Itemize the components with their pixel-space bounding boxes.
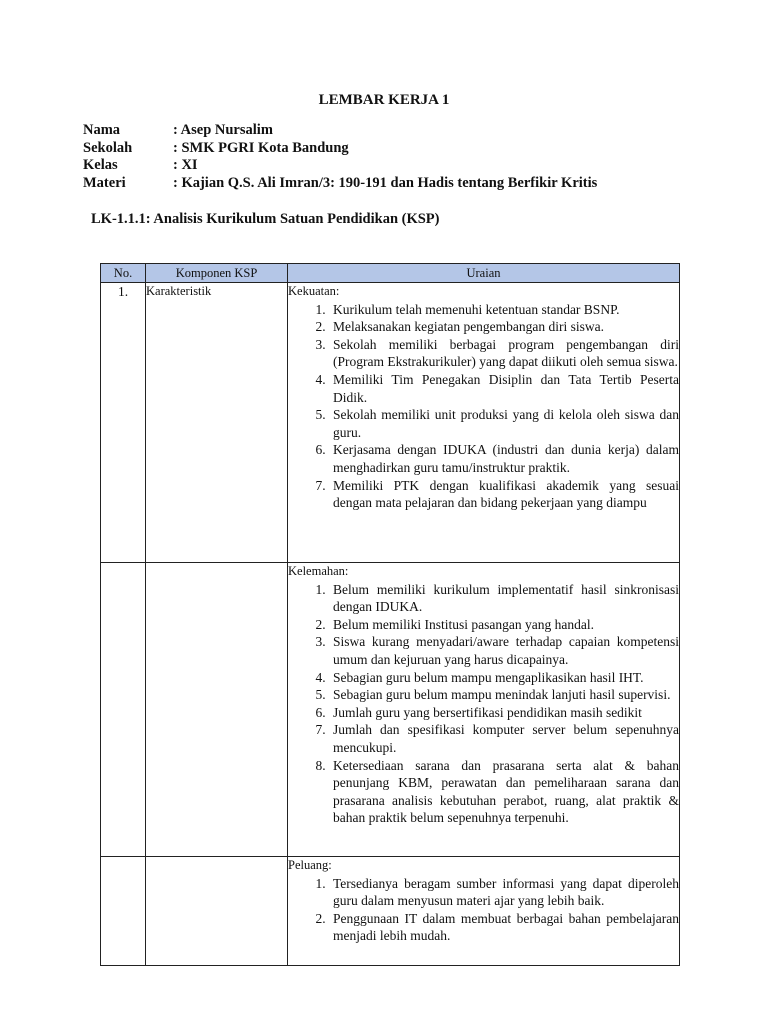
info-row-materi [83,175,597,193]
uraian-heading: Peluang: [288,858,332,872]
cell-no [101,857,146,966]
info-label: Sekolah [83,139,133,156]
info-value: : Asep Nursalim [173,122,273,138]
list-item: 3. Sekolah memiliki berbagai program pengembangan diri (Program Ekstrakurikuler) yang dapat diikuti oleh semua siswa. [329,336,679,371]
list-item: 1. Tersedianya beragam sumber informasi yang dapat diperoleh guru dalam menyusun materi ajar yang lebih baik. [329,875,679,910]
ksp-table [100,263,680,966]
page-title: LEMBAR KERJA 1 [318,92,450,108]
info-row-sekolah [83,140,597,158]
info-value: : XI [173,157,198,174]
info-label: Kelas [83,157,118,174]
uraian-list [288,581,679,827]
section-title: LK-1.1.1: Analisis Kurikulum Satuan Pendidikan (KSP) [91,211,440,227]
table-header-row [101,264,680,283]
info-row-kelas [83,157,597,175]
table-row [101,563,680,857]
uraian-list [288,301,679,512]
cell-no: 1. [101,283,146,563]
header-komponen: Komponen KSP [146,264,288,283]
cell-komponen: Karakteristik [146,283,288,563]
cell-komponen [146,857,288,966]
cell-komponen [146,563,288,857]
info-label: Nama [83,122,121,138]
list-item: 5. Sebagian guru belum mampu menindak lanjuti hasil supervisi. [329,686,679,704]
list-item: 2. Penggunaan IT dalam membuat berbagai bahan pembelajaran menjadi lebih mudah. [329,910,679,945]
list-item: 3. Siswa kurang menyadari/aware terhadap capaian kompetensi umum dan kejuruan yang harus dicapainya. [329,633,679,668]
info-label: Materi [83,175,126,192]
cell-uraian [288,563,680,857]
table-row [101,857,680,966]
list-item: 4. Memiliki Tim Penegakan Disiplin dan Tata Tertib Peserta Didik. [329,371,679,406]
info-value: : Kajian Q.S. Ali Imran/3: 190-191 dan Hadis tentang Berfikir Kritis [173,175,598,192]
uraian-list [288,875,679,945]
list-item: 7. Memiliki PTK dengan kualifikasi akademik yang sesuai dengan mata pelajaran dan bidang pekerjaan yang diampu [329,477,679,512]
info-row-nama [83,122,597,140]
list-item: 1. Belum memiliki kurikulum implementatif hasil sinkronisasi dengan IDUKA. [329,581,679,616]
list-item: 7. Jumlah dan spesifikasi komputer server belum sepenuhnya mencukupi. [329,721,679,756]
cell-uraian [288,283,680,563]
cell-no [101,563,146,857]
list-item: 5. Sekolah memiliki unit produksi yang di kelola oleh siswa dan guru. [329,406,679,441]
list-item: 6. Jumlah guru yang bersertifikasi pendidikan masih sedikit [329,704,679,722]
uraian-heading: Kelemahan: [288,564,349,578]
identity-block [83,122,597,193]
list-item: 4. Sebagian guru belum mampu mengaplikasikan hasil IHT. [329,669,679,687]
list-item: 6. Kerjasama dengan IDUKA (industri dan dunia kerja) dalam menghadirkan guru tamu/instruktur praktik. [329,441,679,476]
list-item: 2. Melaksanakan kegiatan pengembangan diri siswa. [329,318,679,336]
list-item: 1. Kurikulum telah memenuhi ketentuan standar BSNP. [329,301,679,319]
header-no: No. [101,264,146,283]
uraian-heading: Kekuatan: [288,284,340,298]
info-value: : SMK PGRI Kota Bandung [173,139,349,156]
list-item: 8. Ketersediaan sarana dan prasarana serta alat & bahan penunjang KBM, perawatan dan pemeliharaan sarana dan prasarana analisis kebutuhan perabot, ruang, alat praktik & bahan praktik belum sepenuhnya terpenuhi. [329,757,679,827]
header-uraian: Uraian [288,264,680,283]
list-item: 2. Belum memiliki Institusi pasangan yang handal. [329,616,679,634]
cell-uraian [288,857,680,966]
table-row [101,283,680,563]
